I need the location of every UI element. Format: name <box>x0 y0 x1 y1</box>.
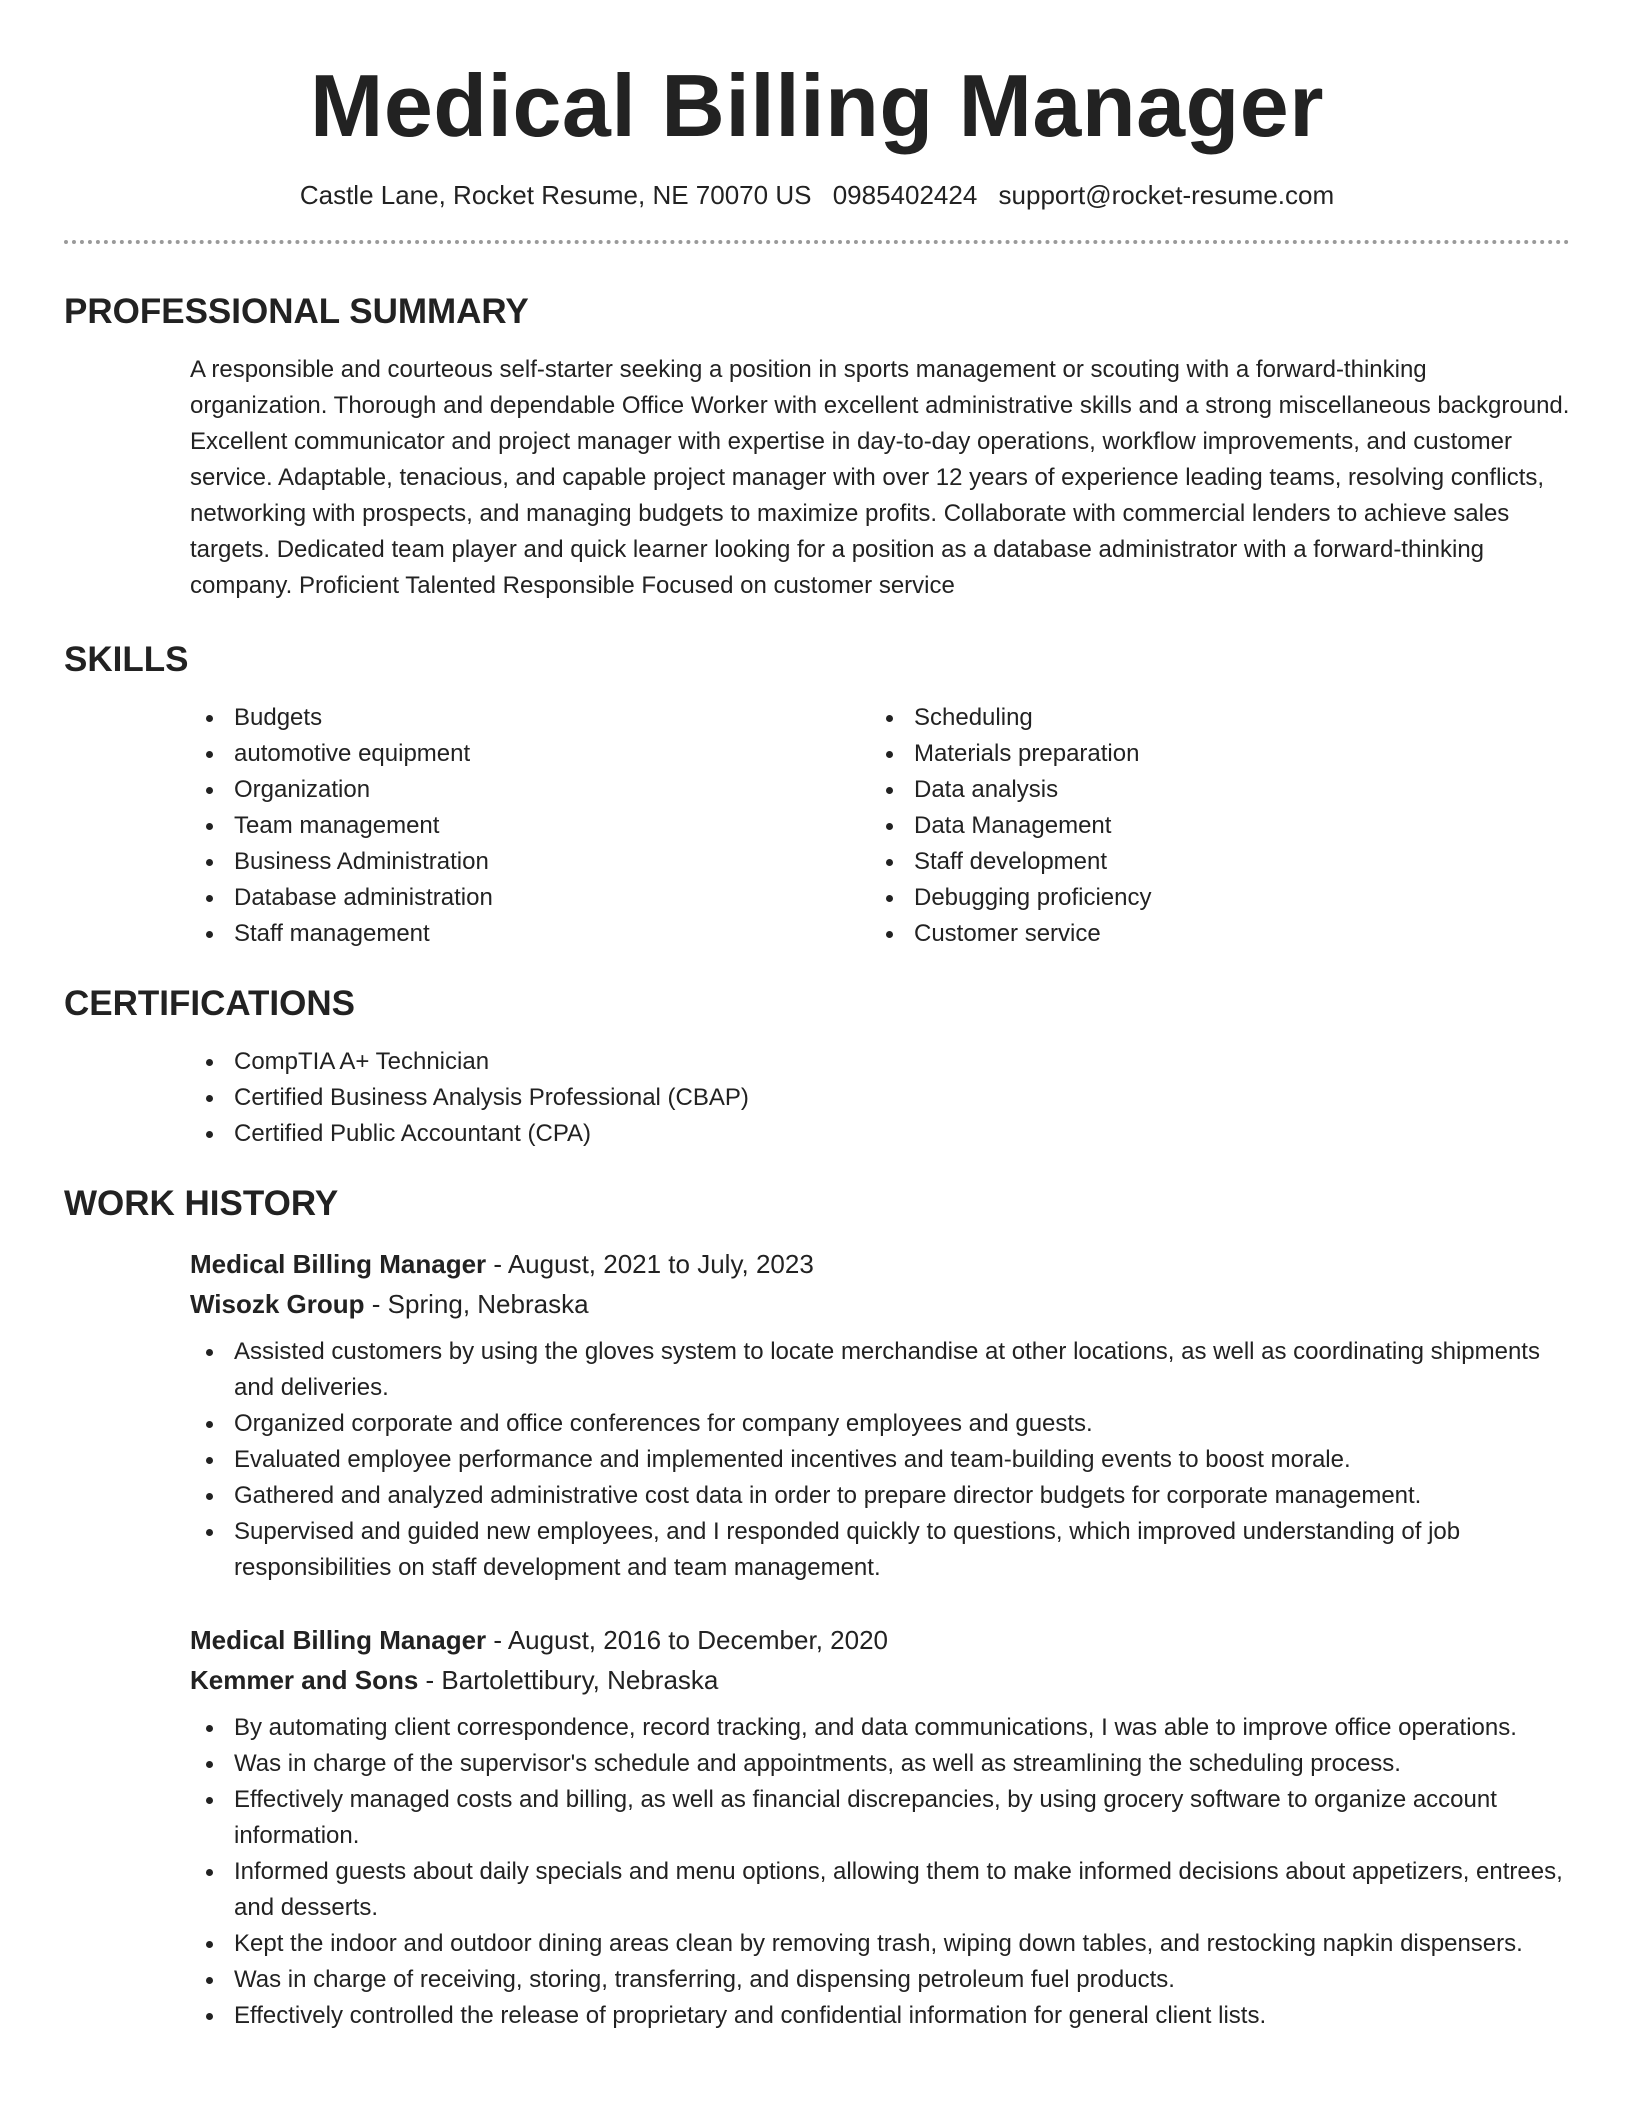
certification-item: CompTIA A+ Technician <box>190 1044 1570 1080</box>
skill-item: Database administration <box>190 880 870 916</box>
skill-item: Staff management <box>190 916 870 952</box>
job-company-line <box>190 1660 1570 1700</box>
skill-item: Team management <box>190 808 870 844</box>
certifications-heading: CERTIFICATIONS <box>64 984 356 1023</box>
skill-item: Budgets <box>190 700 870 736</box>
job-location: - Spring, Nebraska <box>364 1289 589 1319</box>
job-duties-list <box>190 1710 1570 2034</box>
job-duty-item: Effectively controlled the release of proprietary and confidential information for general client lists. <box>190 1998 1570 2034</box>
contact-info <box>64 178 1570 212</box>
job-duty-item: Was in charge of receiving, storing, transferring, and dispensing petroleum fuel products. <box>190 1962 1570 1998</box>
skill-item: automotive equipment <box>190 736 870 772</box>
certification-item: Certified Public Accountant (CPA) <box>190 1116 1570 1152</box>
job-duty-item: Kept the indoor and outdoor dining areas clean by removing trash, wiping down tables, and restocking napkin dispensers. <box>190 1926 1570 1962</box>
skill-item: Staff development <box>870 844 1550 880</box>
job-company-line <box>190 1284 1570 1324</box>
skills-heading: SKILLS <box>64 640 189 679</box>
work-history-heading: WORK HISTORY <box>64 1184 339 1223</box>
skill-item: Organization <box>190 772 870 808</box>
job-duty-item: Effectively managed costs and billing, as well as financial discrepancies, by using grocery software to organize account information. <box>190 1782 1570 1854</box>
summary-heading: PROFESSIONAL SUMMARY <box>64 292 529 331</box>
job-duty-item: By automating client correspondence, record tracking, and data communications, I was able to improve office operations. <box>190 1710 1570 1746</box>
job-dates: - August, 2021 to July, 2023 <box>486 1249 814 1279</box>
job-duty-item: Organized corporate and office conferences for company employees and guests. <box>190 1406 1570 1442</box>
certifications-list <box>190 1044 1570 1152</box>
summary-text: A responsible and courteous self-starter seeking a position in sports management or scouting with a forward-thinking organization. Thorough and dependable Office Worker with excellent administrative skills and a strong miscellaneous background. Excellent communicator and project manager with expertise in day-to-day operations, workflow improvements, and customer service. Adaptable, tenacious, and capable project manager with over 12 years of experience leading teams, resolving conflicts, networking with prospects, and managing budgets to maximize profits. Collaborate with commercial lenders to achieve sales targets. Dedicated team player and quick learner looking for a position as a database administrator with a forward-thinking company. Proficient Talented Responsible Focused on customer service <box>190 356 1570 599</box>
skill-item: Materials preparation <box>870 736 1550 772</box>
job-duty-item: Gathered and analyzed administrative cost data in order to prepare director budgets for corporate management. <box>190 1478 1570 1514</box>
job-title-line <box>190 1244 1570 1284</box>
certification-item: Certified Business Analysis Professional (CBAP) <box>190 1080 1570 1116</box>
job-role: Medical Billing Manager <box>190 1249 487 1279</box>
resume-page <box>64 0 1570 2034</box>
candidate-name: Medical Billing Manager <box>310 56 1324 155</box>
skills-column-right <box>870 700 1550 952</box>
job-duty-item: Assisted customers by using the gloves system to locate merchandise at other locations, as well as coordinating shipments and deliveries. <box>190 1334 1570 1406</box>
skill-item: Data Management <box>870 808 1550 844</box>
skill-item: Business Administration <box>190 844 870 880</box>
skill-item: Debugging proficiency <box>870 880 1550 916</box>
contact-phone: 0985402424 <box>832 180 978 210</box>
job-entry <box>190 1244 1570 1586</box>
skill-item: Data analysis <box>870 772 1550 808</box>
skills-list <box>190 700 1570 952</box>
job-location: - Bartolettibury, Nebraska <box>418 1665 719 1695</box>
job-dates: - August, 2016 to December, 2020 <box>486 1625 888 1655</box>
job-duty-item: Was in charge of the supervisor's schedule and appointments, as well as streamlining the scheduling process. <box>190 1746 1570 1782</box>
contact-address: Castle Lane, Rocket Resume, NE 70070 US <box>299 180 812 210</box>
header-divider <box>64 240 1570 244</box>
job-entry <box>190 1620 1570 2034</box>
job-duty-item: Informed guests about daily specials and menu options, allowing them to make informed decisions about appetizers, entrees, and desserts. <box>190 1854 1570 1926</box>
skill-item: Scheduling <box>870 700 1550 736</box>
job-company: Wisozk Group <box>190 1289 365 1319</box>
job-duty-item: Evaluated employee performance and implemented incentives and team-building events to boost morale. <box>190 1442 1570 1478</box>
job-duties-list <box>190 1334 1570 1586</box>
job-company: Kemmer and Sons <box>190 1665 419 1695</box>
skills-column-left <box>190 700 870 952</box>
contact-email: support@rocket-resume.com <box>998 180 1335 210</box>
job-title-line <box>190 1620 1570 1660</box>
job-role: Medical Billing Manager <box>190 1625 487 1655</box>
skill-item: Customer service <box>870 916 1550 952</box>
job-duty-item: Supervised and guided new employees, and I responded quickly to questions, which improved understanding of job responsibilities on staff development and team management. <box>190 1514 1570 1586</box>
